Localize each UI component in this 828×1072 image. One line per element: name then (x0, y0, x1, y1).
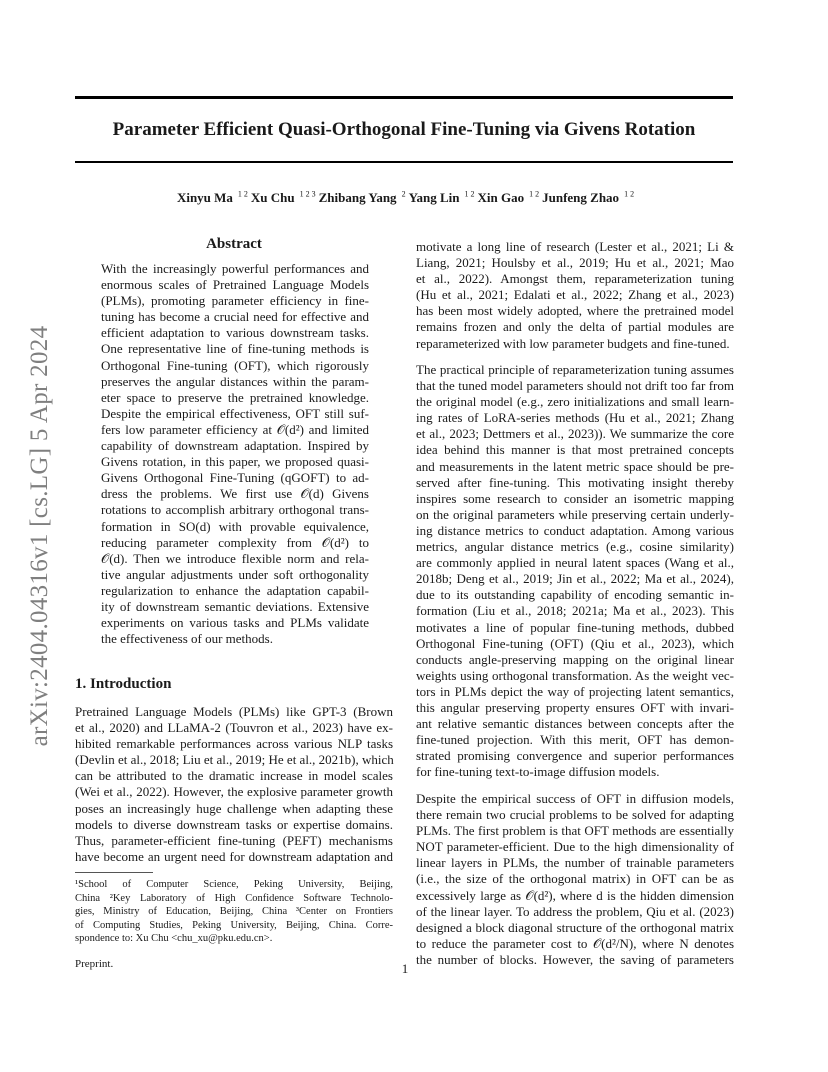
text-line: are commonly applied in neural latent spaces (Wang et al., (416, 555, 734, 571)
footnote-line: of Computing Studies, Peking University, Beijing, China. Corre- (75, 919, 393, 931)
text-line: fine-tuned projection. With this merit, OFT has demon- (416, 732, 734, 748)
author-name: Yang Lin (408, 190, 460, 205)
text-line: Pretrained Language Models (PLMs) like GPT-3 (Brown (75, 704, 393, 719)
author-name: Junfeng Zhao (542, 190, 620, 205)
text-line: the number of blocks. However, the saving of parameters (416, 951, 734, 967)
text-line: tuning has become a crucial need for effective and (101, 309, 369, 325)
preprint-note: Preprint. (75, 958, 114, 970)
text-line: Orthogonal Fine-tuning (OFT), which rigorously (101, 357, 369, 373)
text-line: rotations to accomplish arbitrary orthogonal trans- (101, 502, 369, 518)
text-line: formation in SO(d) with provable equivalence, (101, 518, 369, 534)
text-line: models to diverse downstream tasks or expertise domains. (75, 816, 393, 832)
text-line: One representative line of fine-tuning methods is (101, 341, 369, 357)
text-line: reparameterized with low parameter budgets and fine-tuned. (416, 335, 730, 351)
author-name: Xu Chu (250, 190, 295, 205)
arxiv-sidebar-stamp: arXiv:2404.04316v1 [cs.LG] 5 Apr 2024 (26, 325, 53, 747)
text-line: designed a block diagonal structure of the orthogonal matrix (416, 919, 734, 935)
footnote-line: China ²Key Laboratory of High Confidence Software Technolo- (75, 892, 393, 904)
text-line: linear layers in PLMs, the number of trainable parameters (416, 855, 734, 871)
text-line: ity of downstream semantic deviations. Extensive (101, 598, 369, 614)
text-line: eter space to preserve the pretrained knowledge. (101, 389, 369, 405)
text-line: Orthogonal Fine-tuning (OFT) (Qiu et al., 2023), which (416, 635, 734, 651)
text-line: (i.e., the size of the orthogonal matrix) in OFT can be as (416, 871, 734, 887)
abstract-body (101, 261, 369, 647)
author-list (75, 190, 733, 206)
text-line: conducts angle-preserving mapping on the original linear (416, 651, 734, 667)
abstract-heading: Abstract (206, 236, 262, 252)
text-line: formation (Liu et al., 2018; 2021a; Ma et al., 2023). This (416, 603, 734, 619)
text-line: Givens Orthogonal Fine-Tuning (qGOFT) to ad- (101, 470, 369, 486)
affiliation-footnote (75, 878, 393, 946)
text-line: hibited remarkable performances across various NLP tasks (75, 736, 393, 752)
text-line: experiments on various tasks and PLMs validate (101, 615, 369, 631)
text-line: et al., 2020) and LLaMA-2 (Touvron et al., 2023) have ex- (75, 720, 393, 736)
footnote-line: gies, Ministry of Education, Beijing, China ³Center on Frontiers (75, 906, 393, 918)
text-line: remains frozen and only the delta of partial modules are (416, 319, 734, 335)
right-paragraph-1 (416, 239, 734, 352)
text-line: tive angular adjustments under soft orthogonality (101, 566, 369, 582)
text-line: poses an increasingly huge challenge when adapting these (75, 800, 393, 816)
text-line: fers low parameter efficiency at 𝒪(d²) and limited (101, 421, 369, 437)
text-line: that the tuned model parameters should not drift too far from (416, 378, 734, 394)
text-line: for fine-tuning text-to-image diffusion models. (416, 764, 660, 780)
text-line: 2018b; Deng et al., 2019; Jin et al., 2022; Ma et al., 2024), (416, 571, 734, 587)
author-affiliation-marks: 1 2 (527, 189, 540, 199)
text-line: dress the problems. We first use 𝒪(d) Givens (101, 486, 369, 502)
text-line: reducing parameter complexity from 𝒪(d²) to (101, 534, 369, 550)
text-line: et al., 2023; Dettmers et al., 2023)). We summarize the core (416, 426, 734, 442)
text-line: motivates a line of popular fine-tuning methods, dubbed (416, 619, 734, 635)
text-line: on the original parameters while preserving certain underly- (416, 506, 734, 522)
author-name: Zhibang Yang (318, 190, 397, 205)
text-line: (Devlin et al., 2018; Liu et al., 2019; He et al., 2021b), which (75, 752, 394, 768)
text-line: (PLMs), promoting parameter efficiency in fine- (101, 293, 369, 309)
text-line: tors in PLMs depict the way of projecting latent semantics, (416, 683, 734, 699)
author-affiliation-marks: 1 2 3 (297, 189, 316, 199)
text-line: idea behind this manner is that most pretrained concepts (416, 442, 734, 458)
title-top-rule (75, 96, 733, 99)
text-line: weights using orthogonal transformation. As the weight vec- (416, 667, 734, 683)
text-line: excessively large as 𝒪(d²), where d is the hidden dimension (416, 887, 734, 903)
text-line: the original model (e.g., zero initializations and small learn- (416, 394, 734, 410)
footnote-line: ¹School of Computer Science, Peking University, Beijing, (75, 879, 393, 890)
text-line: capability of downstream adaptation. Inspired by (101, 438, 369, 454)
author-affiliation-marks: 1 2 (235, 189, 248, 199)
text-line: Despite the empirical effectiveness, OFT still suf- (101, 405, 369, 421)
page-number: 1 (401, 961, 409, 976)
text-line: have become an urgent need for downstream adaptation and (75, 848, 393, 864)
text-line: to reduce the parameter cost to 𝒪(d²/N), where N denotes (416, 935, 734, 951)
text-line: of the linear layer. To address the problem, Qiu et al. (2023) (416, 903, 734, 919)
text-line: NOT parameter-efficient. Due to the high dimensionality of (416, 839, 734, 855)
author-affiliation-marks: 1 2 (462, 189, 475, 199)
text-line: The practical principle of reparameterization tuning assumes (416, 362, 734, 377)
text-line: and measurements in the latent metric space should be pre- (416, 458, 734, 474)
text-line: ing distance metrics to conduct adaptation. Among various (416, 522, 734, 538)
text-line: With the increasingly powerful performances and (101, 261, 369, 276)
text-line: due to its outstanding capability of encoding semantic in- (416, 587, 734, 603)
text-line: Liang, 2021; Houlsby et al., 2019; Hu et al., 2021; Mao (416, 255, 734, 271)
author-affiliation-marks: 2 (399, 189, 406, 199)
footnote-line: spondence to: Xu Chu <chu_xu@pku.edu.cn>. (75, 933, 273, 945)
text-line: et al., 2022). Amongst them, reparameterization tuning (416, 271, 734, 287)
introduction-body (75, 704, 393, 865)
introduction-heading: 1. Introduction (75, 676, 172, 692)
text-line: strated promising convergence and superior performances (416, 748, 734, 764)
text-line: Despite the empirical success of OFT in diffusion models, (416, 791, 734, 806)
text-line: there remain two crucial problems to be solved for adapting (416, 807, 734, 823)
text-line: served after fine-tuning. This motivating insight thereby (416, 474, 734, 490)
text-line: efficient adaptation to various downstream tasks. (101, 325, 369, 341)
text-line: ant relative semantic distances between concepts after the (416, 716, 734, 732)
footnote-rule (75, 872, 153, 873)
text-line: the effectiveness of our methods. (101, 631, 273, 647)
title-bottom-rule (75, 161, 733, 163)
paper-title: Parameter Efficient Quasi-Orthogonal Fine-Tuning via Givens Rotation (112, 119, 696, 140)
text-line: motivate a long line of research (Lester et al., 2021; Li & (416, 239, 734, 254)
author-affiliation-marks: 1 2 (622, 189, 635, 199)
text-line: ing rates of LoRA-series methods (Hu et al., 2021; Zhang (416, 410, 734, 426)
text-line: 𝒪(d). Then we introduce flexible norm and rela- (101, 550, 369, 566)
text-line: Givens rotation, in this paper, we proposed quasi- (101, 454, 369, 470)
text-line: preserves the angular distances within the param- (101, 373, 369, 389)
text-line: enormous scales of Pretrained Language Models (101, 277, 369, 293)
text-line: inspires some research to consider an isometric mapping (416, 490, 734, 506)
author-name: Xin Gao (477, 190, 525, 205)
right-paragraph-3 (416, 791, 734, 968)
right-paragraph-2 (416, 362, 734, 780)
text-line: (Wei et al., 2022). However, the explosive parameter growth (75, 784, 393, 800)
text-line: regularization to enhance the adaptation capabil- (101, 582, 369, 598)
author-name: Xinyu Ma (176, 190, 233, 205)
text-line: can be attributed to the dramatic increase in model scales (75, 768, 393, 784)
text-line: has been most widely adopted, where the pretrained model (416, 303, 734, 319)
text-line: (Hu et al., 2021; Edalati et al., 2022; Zhang et al., 2023) (416, 287, 734, 303)
text-line: PLMs. The first problem is that OFT methods are essentially (416, 823, 734, 839)
text-line: metrics, angular distance metrics (e.g., cosine similarity) (416, 539, 734, 555)
text-line: Thus, parameter-efficient fine-tuning (PEFT) mechanisms (75, 832, 393, 848)
text-line: this angular preserving property ensures OFT with invari- (416, 699, 734, 715)
